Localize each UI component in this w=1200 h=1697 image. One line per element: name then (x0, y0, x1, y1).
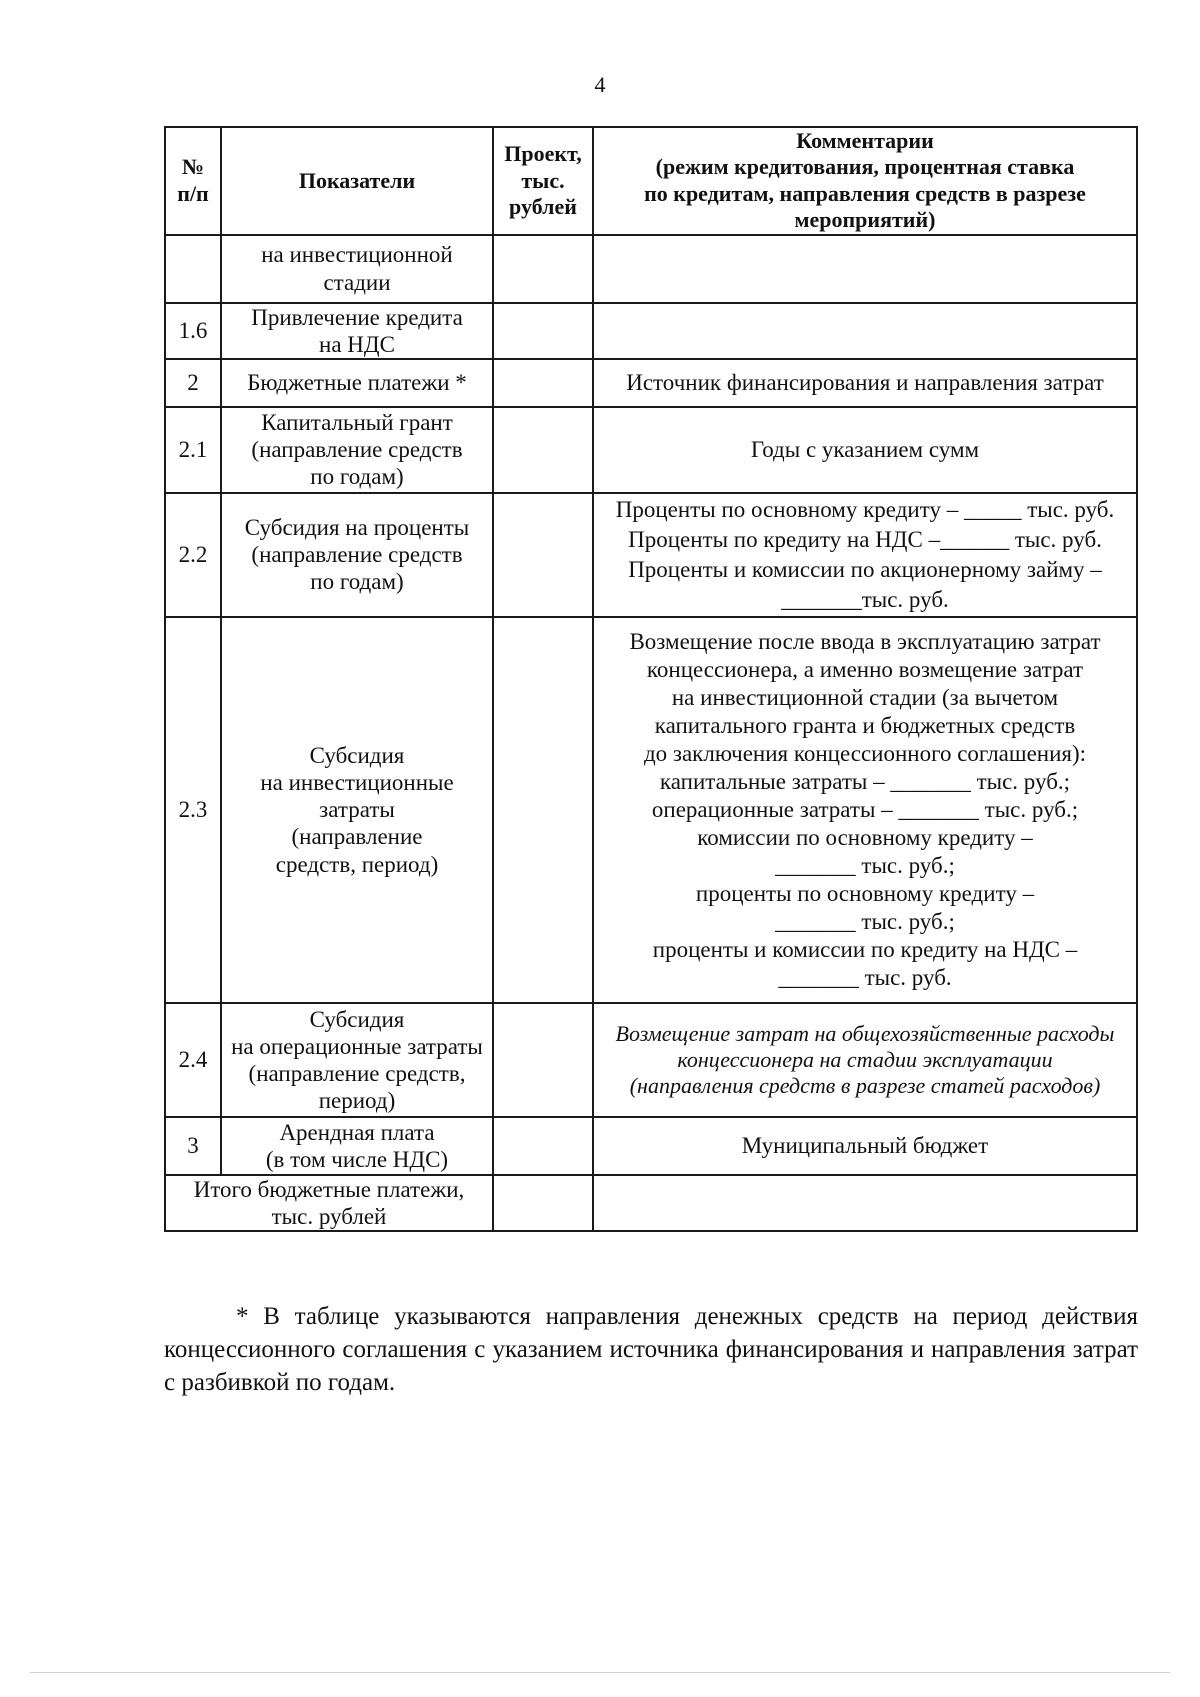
row-comment: Годы с указанием сумм (593, 407, 1137, 493)
row-comment: Источник финансирования и направления затрат (593, 359, 1137, 407)
row-comment (593, 303, 1137, 359)
row-num: 2.2 (165, 493, 221, 617)
row-indicator: Арендная плата (в том числе НДС) (221, 1117, 493, 1175)
row-project (493, 1003, 593, 1117)
row-comment: Возмещение после ввода в эксплуатацию затрат концессионера, а именно возмещение затрат на инвестиционной стадии (за вычетом капитального гранта и бюджетных средств до заключения концессионного соглашения): капитальные затраты – _______ тыс. руб.; операционные затраты – _______ тыс. руб.; комиссии по основному кредиту – _______ тыс. руб.; проценты по основному кредиту – _______ тыс. руб.; проценты и комиссии по кредиту на НДС – _______ тыс. руб. (593, 617, 1137, 1003)
row-indicator: Привлечение кредита на НДС (221, 303, 493, 359)
table-row (165, 407, 1137, 493)
table-row (165, 303, 1137, 359)
table-row (165, 235, 1137, 303)
table-total-row (165, 1175, 1137, 1231)
row-project (493, 1117, 593, 1175)
row-project (493, 617, 593, 1003)
budget-table (164, 126, 1138, 1232)
row-indicator: Капитальный грант (направление средств по годам) (221, 407, 493, 493)
row-num: 1.6 (165, 303, 221, 359)
row-num: 2.3 (165, 617, 221, 1003)
row-num (165, 235, 221, 303)
total-label: Итого бюджетные платежи, тыс. рублей (165, 1175, 493, 1231)
row-indicator: на инвестиционной стадии (221, 235, 493, 303)
row-project (493, 235, 593, 303)
row-indicator: Бюджетные платежи * (221, 359, 493, 407)
row-indicator: Субсидия на инвестиционные затраты (направление средств, период) (221, 617, 493, 1003)
row-comment: Проценты по основному кредиту – _____ тыс. руб. Проценты по кредиту на НДС –______ тыс. руб. Проценты и комиссии по акционерному займу – _______тыс. руб. (593, 493, 1137, 617)
row-project (493, 407, 593, 493)
row-project (493, 493, 593, 617)
row-indicator: Субсидия на операционные затраты (направление средств, период) (221, 1003, 493, 1117)
header-project: Проект, тыс. рублей (493, 127, 593, 235)
row-comment: Возмещение затрат на общехозяйственные расходы концессионера на стадии эксплуатации (направления средств в разрезе статей расходов) (593, 1003, 1137, 1117)
row-num: 2.1 (165, 407, 221, 493)
table-row (165, 493, 1137, 617)
row-num: 2 (165, 359, 221, 407)
row-project (493, 303, 593, 359)
row-num: 3 (165, 1117, 221, 1175)
row-num: 2.4 (165, 1003, 221, 1117)
footnote: * В таблице указываются направления денежных средств на период действия концессионного соглашения с указанием источника финансирования и направления затрат с разбивкой по годам. (164, 1303, 1138, 1396)
table-header-row (165, 127, 1137, 235)
total-project (493, 1175, 593, 1231)
table-row (165, 359, 1137, 407)
row-comment (593, 235, 1137, 303)
total-comment (593, 1175, 1137, 1231)
scan-edge-line (30, 1672, 1170, 1673)
header-indicator: Показатели (221, 127, 493, 235)
header-comments: Комментарии (режим кредитования, процентная ставка по кредитам, направления средств в разрезе мероприятий) (593, 127, 1137, 235)
page-number: 4 (594, 72, 606, 97)
table-row (165, 1117, 1137, 1175)
row-comment: Муниципальный бюджет (593, 1117, 1137, 1175)
table-row (165, 617, 1137, 1003)
header-num: № п/п (165, 127, 221, 235)
row-indicator: Субсидия на проценты (направление средств по годам) (221, 493, 493, 617)
table-row (165, 1003, 1137, 1117)
row-project (493, 359, 593, 407)
